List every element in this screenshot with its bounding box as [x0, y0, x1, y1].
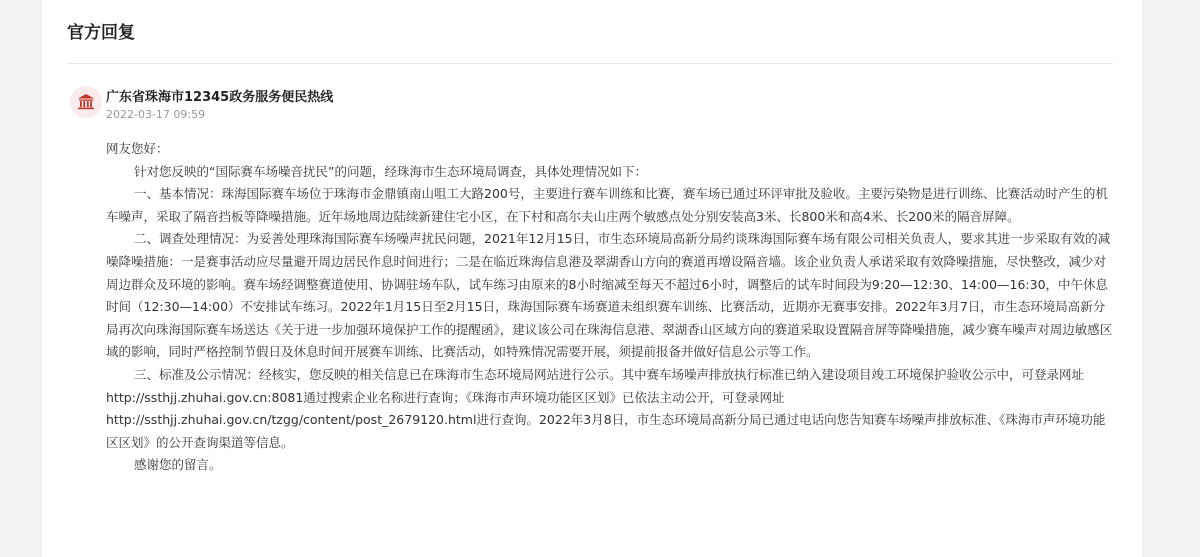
reply-paragraph: 针对您反映的“国际赛车场噪音扰民”的问题，经珠海市生态环境局调查，具体处理情况如下： — [134, 163, 647, 179]
title-divider — [67, 63, 1113, 64]
section-title: 官方回复 — [67, 23, 135, 43]
reply-paragraph: 三、标准及公示情况：经核实，您反映的相关信息已在珠海市生态环境局网站进行公示。其中赛车场噪声排放执行标准已纳入建设项目竣工环境保护验收公示中，可登录网址http://ssthjj.zhuhai.gov.cn:8081通过搜索企业名称进行查询；《珠海市声环境功能区区划》已依法主动公开，可登录网址http://ssthjj.zhuhai.gov.cn/tzgg/content/post_2679120.html进行查询。2022年3月8日，市生态环境局高新分局已通过电话向您告知赛车场噪声排放标准、《珠海市声环境功能区区划》的公开查询渠道等信息。 — [106, 366, 1106, 450]
reply-paragraph: 二、调查处理情况：为妥善处理珠海国际赛车场噪声扰民问题，2021年12月15日，市生态环境局高新分局约谈珠海国际赛车场有限公司相关负责人，要求其进一步采取有效的减噪降噪措施：一是赛事活动应尽量避开周边居民作息时间进行；二是在临近珠海信息港及翠湖香山方向的赛道再增设隔音墙。该企业负责人承诺采取有效降噪措施，尽快整改，减少对周边群众及环境的影响。赛车场经调整赛道使用、协调驻场车队，试车练习由原来的8小时缩减至每天不超过6小时，调整后的试车时间段为9:20—12:30、14:00—16:30，中午休息时间（12:30—14:00）不安排试车练习。2022年1月15日至2月15日，珠海国际赛车场赛道未组织赛车训练、比赛活动，近期亦无赛事安排。2022年3月7日，市生态环境局高新分局再次向珠海国际赛车场送达《关于进一步加强环境保护工作的提醒函》，建议该公司在珠海信息港、翠湖香山区域方向的赛道采取设置隔音屏等降噪措施，减少赛车噪声对周边敏感区域的影响，同时严格控制节假日及休息时间开展赛车训练、比赛活动，如特殊情况需要开展，须提前报备并做好信息公示等工作。 — [106, 231, 1113, 360]
avatar — [70, 86, 102, 118]
reply-sender: 广东省珠海市12345政务服务便民热线 — [106, 90, 334, 105]
official-reply-card — [42, 0, 1142, 557]
reply-body — [106, 138, 1116, 477]
reply-paragraph: 一、基本情况：珠海国际赛车场位于珠海市金鼎镇南山咀工大路200号，主要进行赛车训练和比赛，赛车场已通过环评审批及验收。主要污染物是进行训练、比赛活动时产生的机车噪声，采取了隔音挡板等降噪措施。近年场地周边陆续新建住宅小区，在下村和高尔夫山庄两个敏感点处分别安装高3米、长800米和高4米、长200米的隔音屏障。 — [106, 186, 1108, 224]
reply-date: 2022-03-17 09:59 — [106, 108, 206, 121]
government-building-icon — [76, 92, 96, 112]
reply-greeting: 网友您好： — [106, 141, 169, 156]
reply-closing: 感谢您的留言。 — [134, 457, 222, 473]
